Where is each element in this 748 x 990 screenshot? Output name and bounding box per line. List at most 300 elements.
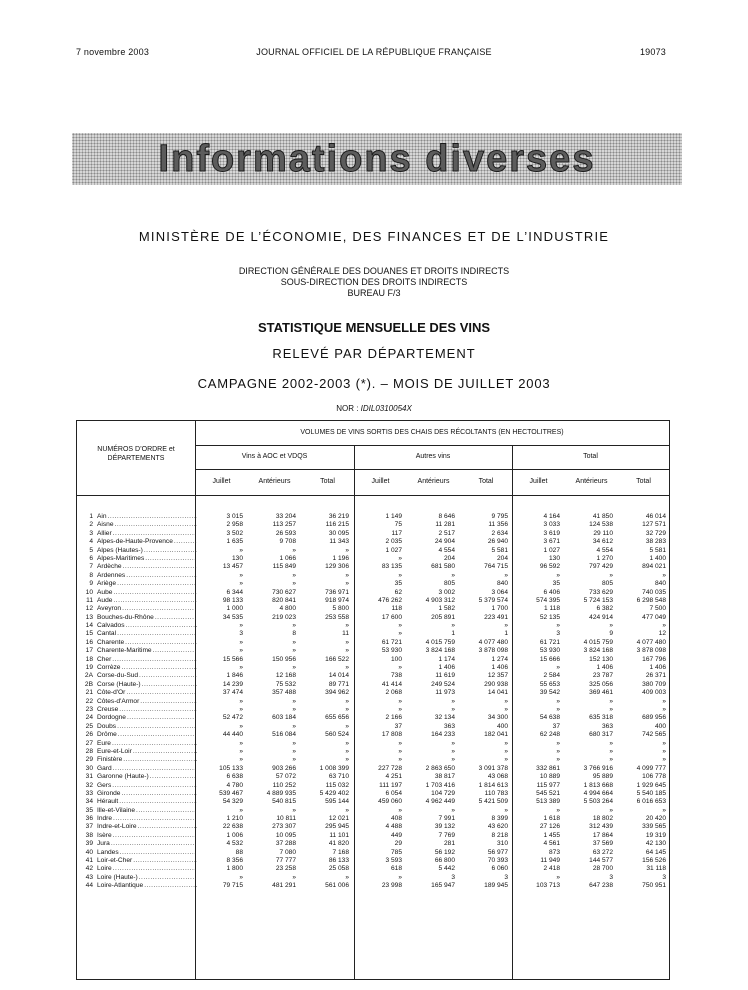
table-cell: 46 014 xyxy=(645,513,666,520)
table-cell: 13 457 xyxy=(222,563,243,571)
table-cell: » xyxy=(292,747,296,755)
table-cell: 540 815 xyxy=(272,798,296,806)
table-cell: 655 656 xyxy=(325,714,349,722)
table-cell: 6 060 xyxy=(491,865,508,873)
table-cell: 3 xyxy=(451,873,455,881)
table-cell: » xyxy=(398,873,402,881)
department-name: Creuse ..... xyxy=(97,706,197,714)
table-row xyxy=(79,740,197,748)
department-name: Allier ..... xyxy=(97,530,197,538)
table-cell: » xyxy=(504,705,508,713)
table-cell: 150 956 xyxy=(272,655,296,663)
table-cell: 124 538 xyxy=(589,521,613,529)
table-cell: 83 135 xyxy=(381,563,402,571)
department-name: Jura ..... xyxy=(97,840,197,848)
table-cell: » xyxy=(345,647,349,655)
table-cell: » xyxy=(398,630,402,638)
table-cell: 42 130 xyxy=(645,840,666,848)
table-cell: 8 399 xyxy=(491,815,508,823)
department-name: Aube ..... xyxy=(97,589,197,597)
department-name: Ain ..... xyxy=(97,513,197,521)
table-cell: 873 xyxy=(548,848,560,856)
department-number: 10 xyxy=(85,588,93,596)
table-cell: » xyxy=(345,571,349,579)
table-cell: » xyxy=(609,705,613,713)
table-cell: » xyxy=(292,546,296,554)
table-row xyxy=(79,731,197,739)
department-name: Gironde ..... xyxy=(97,790,197,798)
table-cell: 764 715 xyxy=(484,563,508,571)
department-number: 6 xyxy=(89,554,93,562)
table-cell: 408 xyxy=(390,815,402,823)
table-cell: » xyxy=(556,756,560,764)
table-cell: 77 777 xyxy=(275,857,296,865)
department-number: 19 xyxy=(85,664,93,672)
department-number: 29 xyxy=(85,756,93,764)
table-cell: » xyxy=(345,664,349,672)
department-number: 2B xyxy=(84,680,93,688)
table-cell: 424 914 xyxy=(589,613,613,621)
department-number: 26 xyxy=(85,731,93,739)
table-cell: 2 035 xyxy=(385,538,402,546)
table-cell: » xyxy=(239,697,243,705)
department-number: 30 xyxy=(85,764,93,772)
table-row xyxy=(79,597,197,605)
table-cell: 4 015 759 xyxy=(583,638,613,646)
table-row xyxy=(79,832,197,840)
table-cell: 204 xyxy=(443,554,455,562)
table-cell: 394 962 xyxy=(325,689,349,697)
table-cell: 4 554 xyxy=(438,546,455,554)
table-cell: » xyxy=(292,580,296,588)
department-name: Alpes (Hautes-) ..... xyxy=(97,547,197,555)
sub-juillet: Juillet xyxy=(529,478,548,485)
table-cell: » xyxy=(556,873,560,881)
table-cell: 1 274 xyxy=(491,655,508,663)
table-cell: 561 006 xyxy=(325,882,349,890)
wine-statistics-table xyxy=(76,420,670,980)
table-cell: » xyxy=(556,664,560,672)
table-cell: 31 118 xyxy=(646,865,666,873)
table-cell: » xyxy=(556,739,560,747)
department-number: 38 xyxy=(85,831,93,839)
value-column xyxy=(246,513,296,891)
table-cell: 11 949 xyxy=(540,857,560,865)
table-cell: 12 168 xyxy=(275,672,296,680)
table-cell: 5 724 153 xyxy=(583,596,613,604)
table-cell: 57 072 xyxy=(275,773,296,781)
department-name: Charente ..... xyxy=(97,639,197,647)
table-cell: » xyxy=(662,747,666,755)
table-cell: 17 808 xyxy=(381,731,402,739)
table-cell: 33 204 xyxy=(275,513,296,520)
table-cell: 647 238 xyxy=(589,882,613,890)
table-cell: 8 xyxy=(292,630,296,638)
table-cell: 30 095 xyxy=(328,529,349,537)
department-number: 25 xyxy=(85,722,93,730)
table-cell: 144 577 xyxy=(589,857,613,865)
table-cell: 36 219 xyxy=(328,513,349,520)
table-cell: 113 257 xyxy=(272,521,296,529)
table-cell: » xyxy=(451,739,455,747)
department-number: 14 xyxy=(85,622,93,630)
table-cell: 11 101 xyxy=(329,831,349,839)
department-number: 5 xyxy=(89,546,93,554)
table-cell: 3 619 xyxy=(543,529,560,537)
department-name: Corrèze ..... xyxy=(97,664,197,672)
table-cell: 545 521 xyxy=(536,789,560,797)
table-row xyxy=(79,547,197,555)
table-cell: » xyxy=(345,705,349,713)
table-cell: 14 041 xyxy=(487,689,508,697)
sub-juillet: Juillet xyxy=(371,478,390,485)
department-name: Aisne ..... xyxy=(97,521,197,529)
table-cell: » xyxy=(398,697,402,705)
table-cell: 129 306 xyxy=(325,563,349,571)
table-cell: 54 638 xyxy=(539,714,560,722)
table-cell: 4 164 xyxy=(543,513,560,520)
table-cell: » xyxy=(504,571,508,579)
department-name: Finistère ..... xyxy=(97,756,197,764)
table-cell: 253 558 xyxy=(325,613,349,621)
table-cell: » xyxy=(662,739,666,747)
table-cell: 12 021 xyxy=(328,815,349,823)
table-cell: 1 210 xyxy=(226,815,243,823)
table-cell: 5 540 185 xyxy=(636,789,666,797)
department-name: Côtes-d'Armor ..... xyxy=(97,698,197,706)
table-cell: » xyxy=(345,873,349,881)
table-cell: 56 192 xyxy=(434,848,455,856)
table-cell: 1 406 xyxy=(649,664,666,672)
table-cell: 62 xyxy=(394,588,402,596)
department-name: Côte-d'Or ..... xyxy=(97,689,197,697)
table-cell: » xyxy=(239,747,243,755)
table-cell: 11 343 xyxy=(329,538,349,546)
table-row xyxy=(79,857,197,865)
sub-total: Total xyxy=(320,478,335,485)
table-cell: » xyxy=(239,873,243,881)
table-cell: 4 889 935 xyxy=(266,789,296,797)
table-cell: 730 627 xyxy=(272,588,296,596)
table-cell: » xyxy=(504,806,508,814)
table-cell: » xyxy=(662,705,666,713)
campaign-line: CAMPAGNE 2002-2003 (*). – MOIS DE JUILLET 2003 xyxy=(197,376,551,391)
table-cell: 5 503 264 xyxy=(583,798,613,806)
table-cell: 56 977 xyxy=(487,848,508,856)
table-cell: 37 xyxy=(394,722,402,730)
table-cell: » xyxy=(662,571,666,579)
table-cell: 2 634 xyxy=(491,529,508,537)
department-name: Dordogne ..... xyxy=(97,714,197,722)
table-cell: 325 056 xyxy=(589,680,613,688)
table-cell: 41 820 xyxy=(328,840,349,848)
table-cell: » xyxy=(239,647,243,655)
department-name: Corse (Haute-) ..... xyxy=(97,681,197,689)
department-number: 1 xyxy=(89,513,93,520)
table-row xyxy=(79,865,197,873)
table-cell: » xyxy=(504,756,508,764)
table-cell: 115 849 xyxy=(272,563,296,571)
table-row xyxy=(79,580,197,588)
table-cell: 3 xyxy=(504,873,508,881)
department-name: Ariège ..... xyxy=(97,580,197,588)
department-name: Loire ..... xyxy=(97,865,197,873)
table-cell: 5 800 xyxy=(332,605,349,613)
table-cell: 223 491 xyxy=(484,613,508,621)
department-number: 31 xyxy=(85,773,93,781)
table-row xyxy=(79,706,197,714)
table-cell: » xyxy=(556,806,560,814)
department-name: Aveyron ..... xyxy=(97,605,197,613)
table-cell: 115 032 xyxy=(325,781,349,789)
department-name: Alpes-de-Haute-Provence ..... xyxy=(97,538,197,546)
table-cell: 54 329 xyxy=(222,798,243,806)
table-row xyxy=(79,589,197,597)
department-number: 4 xyxy=(89,538,93,546)
table-cell: 14 239 xyxy=(222,680,243,688)
table-cell: 7 080 xyxy=(279,848,296,856)
table-cell: 100 xyxy=(390,655,402,663)
department-number: 8 xyxy=(89,571,93,579)
table-cell: 618 xyxy=(390,865,402,873)
table-cell: 34 612 xyxy=(592,538,613,546)
table-row xyxy=(79,765,197,773)
value-column xyxy=(563,513,613,891)
table-cell: 55 653 xyxy=(539,680,560,688)
table-cell: » xyxy=(398,622,402,630)
table-cell: 9 xyxy=(609,630,613,638)
table-cell: 189 945 xyxy=(484,882,508,890)
table-cell: » xyxy=(451,622,455,630)
table-cell: 1 027 xyxy=(543,546,560,554)
table-cell: 11 281 xyxy=(435,521,455,529)
table-cell: 539 467 xyxy=(219,789,243,797)
table-cell: » xyxy=(292,647,296,655)
table-cell: 110 252 xyxy=(272,781,296,789)
table-cell: 5 429 402 xyxy=(319,789,349,797)
table-cell: 62 248 xyxy=(539,731,560,739)
table-cell: 5 379 574 xyxy=(478,596,508,604)
rule-group-title xyxy=(195,445,669,446)
table-row xyxy=(79,572,197,580)
table-row xyxy=(79,563,197,571)
table-cell: 86 133 xyxy=(328,857,349,865)
table-cell: 61 721 xyxy=(539,638,560,646)
table-cell: » xyxy=(292,806,296,814)
table-cell: 11 xyxy=(342,630,349,638)
table-cell: 23 998 xyxy=(381,882,402,890)
department-number: 36 xyxy=(85,815,93,823)
rule-groups xyxy=(195,469,669,470)
table-cell: 1 006 xyxy=(226,831,243,839)
table-cell: 477 049 xyxy=(642,613,666,621)
table-cell: » xyxy=(398,554,402,562)
table-cell: 10 811 xyxy=(276,815,296,823)
table-row xyxy=(79,840,197,848)
department-name: Ardennes ..... xyxy=(97,572,197,580)
table-row xyxy=(79,630,197,638)
table-row xyxy=(79,672,197,680)
table-cell: 281 xyxy=(443,840,455,848)
table-cell: » xyxy=(292,664,296,672)
department-number: 7 xyxy=(89,563,93,571)
table-cell: 1 066 xyxy=(279,554,296,562)
table-row xyxy=(79,555,197,563)
table-cell: 2 958 xyxy=(226,521,243,529)
table-cell: » xyxy=(504,739,508,747)
table-cell: 1 118 xyxy=(543,605,560,613)
table-row xyxy=(79,874,197,882)
table-cell: 118 xyxy=(391,605,402,613)
table-cell: 3 015 xyxy=(226,513,243,520)
department-name: Landes ..... xyxy=(97,849,197,857)
table-cell: 481 291 xyxy=(272,882,296,890)
table-cell: 380 709 xyxy=(642,680,666,688)
department-number: 28 xyxy=(85,747,93,755)
table-cell: » xyxy=(239,806,243,814)
department-name: Eure-et-Loir ..... xyxy=(97,748,197,756)
table-row xyxy=(79,807,197,815)
table-cell: 918 974 xyxy=(325,596,349,604)
table-cell: 736 971 xyxy=(325,588,349,596)
department-name: Doubs ..... xyxy=(97,723,197,731)
table-cell: 1 xyxy=(451,630,455,638)
table-cell: 14 014 xyxy=(328,672,349,680)
table-cell: 38 283 xyxy=(645,538,666,546)
table-cell: 3 824 168 xyxy=(583,647,613,655)
table-cell: 4 251 xyxy=(385,773,402,781)
table-cell: 22 638 xyxy=(222,823,243,831)
table-cell: 4 532 xyxy=(226,840,243,848)
table-row xyxy=(79,773,197,781)
department-number: 16 xyxy=(85,638,93,646)
department-name: Indre ..... xyxy=(97,815,197,823)
table-cell: 205 891 xyxy=(431,613,455,621)
table-cell: 37 474 xyxy=(222,689,243,697)
sub-anterieurs: Antérieurs xyxy=(575,478,608,485)
header-page-number: 19073 xyxy=(639,47,666,57)
table-cell: 733 629 xyxy=(589,588,613,596)
table-cell: 574 395 xyxy=(536,596,560,604)
table-row xyxy=(79,782,197,790)
table-row xyxy=(79,815,197,823)
table-cell: 130 xyxy=(231,554,243,562)
table-cell: 127 571 xyxy=(642,521,666,529)
department-number: 33 xyxy=(85,789,93,797)
section-banner xyxy=(72,133,682,185)
nor-label: NOR : xyxy=(336,404,359,413)
table-row xyxy=(79,723,197,731)
table-cell: 3 766 916 xyxy=(583,764,613,772)
group-aoc: Vins à AOC et VDQS xyxy=(241,453,308,460)
table-cell: 11 619 xyxy=(435,672,455,680)
table-cell: 1 455 xyxy=(543,831,560,839)
table-cell: » xyxy=(398,739,402,747)
department-number: 37 xyxy=(85,823,93,831)
table-cell: » xyxy=(239,638,243,646)
department-number: 9 xyxy=(89,580,93,588)
value-column xyxy=(616,513,666,891)
table-cell: 5 442 xyxy=(438,865,455,873)
table-cell: 750 951 xyxy=(642,882,666,890)
department-name: Loire (Haute-) ..... xyxy=(97,874,197,882)
table-cell: » xyxy=(609,739,613,747)
table-cell: 1 000 xyxy=(226,605,243,613)
table-cell: » xyxy=(451,571,455,579)
table-cell: 894 021 xyxy=(642,563,666,571)
table-cell: 1 814 613 xyxy=(478,781,508,789)
table-cell: » xyxy=(398,756,402,764)
table-cell: 156 526 xyxy=(642,857,666,865)
table-cell: » xyxy=(292,756,296,764)
table-cell: 66 800 xyxy=(434,857,455,865)
table-cell: 204 xyxy=(496,554,508,562)
table-cell: » xyxy=(345,697,349,705)
table-cell: 6 406 xyxy=(543,588,560,596)
table-cell: » xyxy=(239,580,243,588)
table-cell: 29 xyxy=(394,840,402,848)
department-name: Ardèche ..... xyxy=(97,563,197,571)
table-cell: 1 703 416 xyxy=(425,781,455,789)
table-cell: 20 420 xyxy=(645,815,666,823)
table-cell: » xyxy=(345,638,349,646)
table-cell: » xyxy=(556,697,560,705)
table-cell: 38 817 xyxy=(434,773,455,781)
table-cell: 32 134 xyxy=(434,714,455,722)
table-cell: 167 796 xyxy=(642,655,666,663)
department-number: 43 xyxy=(85,873,93,881)
table-cell: 1 400 xyxy=(649,554,666,562)
table-cell: 3 xyxy=(556,630,560,638)
table-cell: 1 635 xyxy=(226,538,243,546)
table-cell: 12 xyxy=(658,630,666,638)
table-cell: 1 270 xyxy=(596,554,613,562)
table-cell: 32 729 xyxy=(645,529,666,537)
table-row xyxy=(79,605,197,613)
table-cell: 1 027 xyxy=(385,546,402,554)
table-cell: 5 421 509 xyxy=(478,798,508,806)
department-number: 34 xyxy=(85,798,93,806)
col-group-title: VOLUMES DE VINS SORTIS DES CHAIS DES RÉCOLTANTS (EN HECTOLITRES) xyxy=(300,429,564,436)
table-cell: » xyxy=(239,756,243,764)
table-cell: 4 800 xyxy=(279,605,296,613)
department-name: Eure ..... xyxy=(97,740,197,748)
table-row xyxy=(79,664,197,672)
table-cell: 37 288 xyxy=(275,840,296,848)
table-cell: 3 878 098 xyxy=(636,647,666,655)
table-cell: 39 542 xyxy=(539,689,560,697)
table-cell: 363 xyxy=(443,722,455,730)
header-journal: JOURNAL OFFICIEL DE LA RÉPUBLIQUE FRANÇAISE xyxy=(256,47,492,57)
table-cell: 4 488 xyxy=(385,823,402,831)
table-row xyxy=(79,521,197,529)
table-cell: 165 947 xyxy=(431,882,455,890)
table-cell: » xyxy=(292,697,296,705)
table-cell: 560 524 xyxy=(325,731,349,739)
table-cell: 11 356 xyxy=(488,521,508,529)
table-cell: » xyxy=(556,705,560,713)
department-name: Isère ..... xyxy=(97,832,197,840)
rule-subheaders xyxy=(77,495,669,496)
department-number: 40 xyxy=(85,848,93,856)
department-name: Aude ..... xyxy=(97,597,197,605)
table-cell: 9 708 xyxy=(279,538,296,546)
table-cell: 106 778 xyxy=(642,773,666,781)
table-cell: » xyxy=(345,747,349,755)
table-cell: 104 729 xyxy=(431,789,455,797)
table-cell: 3 091 378 xyxy=(478,764,508,772)
table-cell: 1 813 668 xyxy=(583,781,613,789)
